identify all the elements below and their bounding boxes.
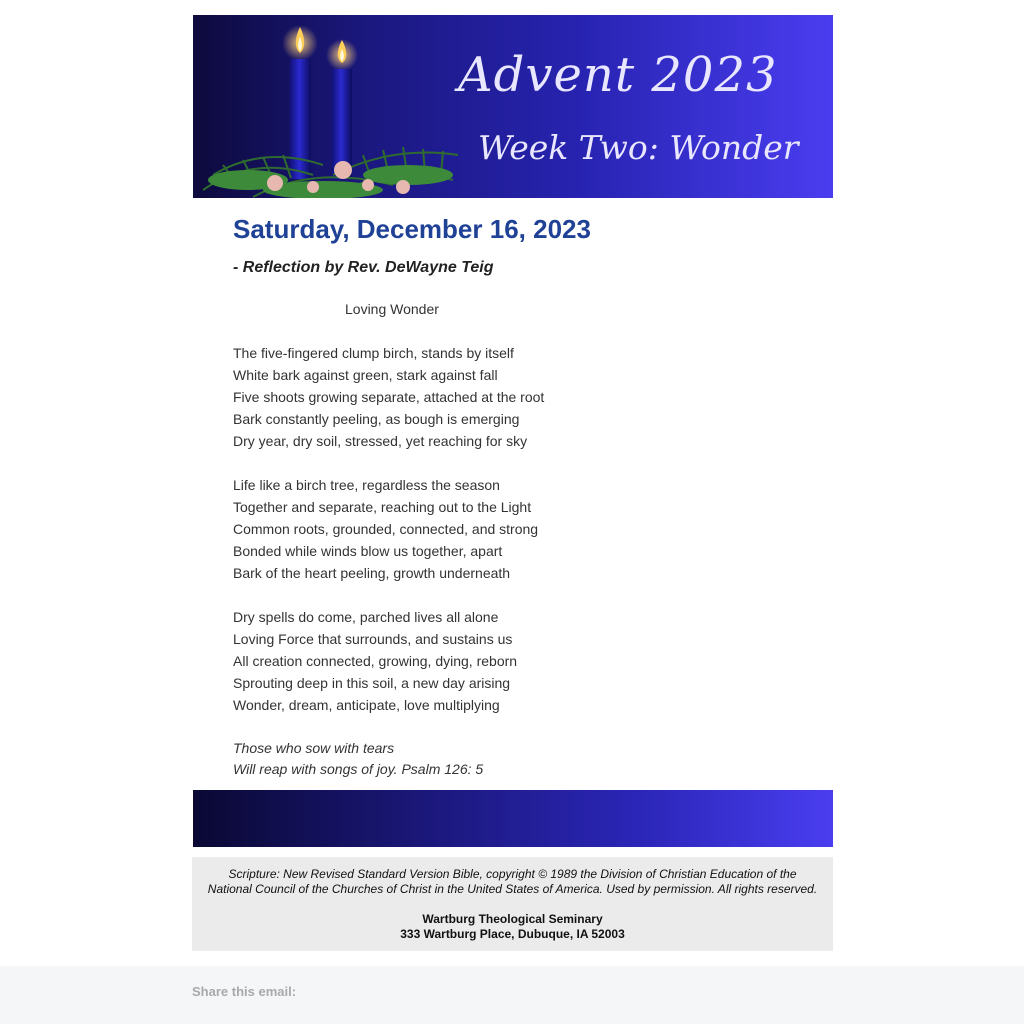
organization-address: 333 Wartburg Place, Dubuque, IA 52003 xyxy=(400,927,625,941)
poem-line: Dry spells do come, parched lives all alone xyxy=(233,609,499,625)
copyright-notice-line: Scripture: New Revised Standard Version Bible, copyright © 1989 the Division of Christian Education of the xyxy=(228,867,797,881)
share-label: Share this email: xyxy=(192,984,297,999)
share-section xyxy=(0,966,1024,1024)
poem-line: Bark of the heart peeling, growth underneath xyxy=(233,565,511,581)
copyright-notice-line: National Council of the Churches of Christ in the United States of America. Used by permission. All rights reserved. xyxy=(207,882,818,896)
banner-title: Advent 2023 xyxy=(458,47,778,103)
advent-candles-illustration xyxy=(193,15,833,198)
email-body xyxy=(193,15,833,951)
poem-line: Five shoots growing separate, attached at the root xyxy=(233,389,545,405)
poem-line: Sprouting deep in this soil, a new day arising xyxy=(233,675,511,691)
legal-footer xyxy=(192,857,833,951)
poem-line: Dry year, dry soil, stressed, yet reaching for sky xyxy=(233,433,528,449)
poem-stanza xyxy=(233,342,793,452)
date-heading: Saturday, December 16, 2023 xyxy=(233,214,591,244)
poem-stanza xyxy=(233,606,793,716)
scripture-quote xyxy=(233,738,793,780)
footer-banner xyxy=(193,790,833,847)
poem-line: Bonded while winds blow us together, apart xyxy=(233,543,503,559)
poem-line: Loving Force that surrounds, and sustains us xyxy=(233,631,513,647)
organization-name: Wartburg Theological Seminary xyxy=(422,912,603,926)
poem-line: Life like a birch tree, regardless the season xyxy=(233,477,500,493)
scripture-line: Those who sow with tears xyxy=(233,740,395,756)
poem-line: Wonder, dream, anticipate, love multiplying xyxy=(233,697,500,713)
scripture-line: Will reap with songs of joy. Psalm 126: 5 xyxy=(233,761,484,777)
poem-line: The five-fingered clump birch, stands by itself xyxy=(233,345,514,361)
header-banner xyxy=(193,15,833,198)
poem-line: Together and separate, reaching out to the Light xyxy=(233,499,532,515)
poem-line: White bark against green, stark against fall xyxy=(233,367,498,383)
poem-stanza xyxy=(233,474,793,584)
poem-line: All creation connected, growing, dying, reborn xyxy=(233,653,518,669)
reflection-content xyxy=(193,214,833,780)
reflection-byline: - Reflection by Rev. DeWayne Teig xyxy=(233,259,494,276)
poem-line: Bark constantly peeling, as bough is emerging xyxy=(233,411,520,427)
banner-subtitle: Week Two: Wonder xyxy=(478,128,799,167)
poem-title: Loving Wonder xyxy=(345,301,439,317)
poem-line: Common roots, grounded, connected, and strong xyxy=(233,521,539,537)
